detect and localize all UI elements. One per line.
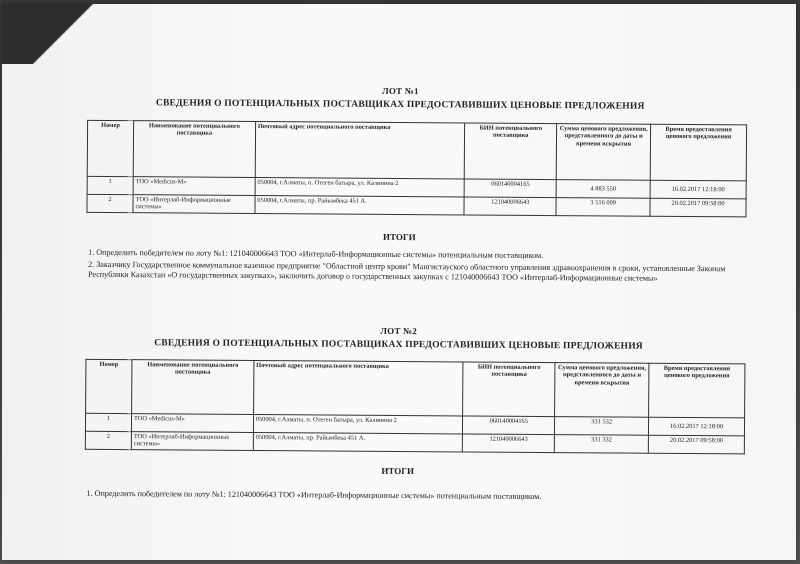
lot-2-subtitle: СВЕДЕНИЯ О ПОТЕНЦИАЛЬНЫХ ПОСТАВЩИКАХ ПРЕДОСТАВИВШИХ ЦЕНОВЫЕ ПРЕДЛОЖЕНИЯ	[154, 338, 643, 352]
header-time: Время предоставления ценового предложения	[650, 124, 746, 181]
lot-1-results-title: ИТОГИ	[382, 231, 416, 243]
cell-number: 1	[85, 413, 131, 431]
cell-name: ТОО «Medicus-M»	[131, 414, 253, 433]
cell-name: ТОО «Интерлаб-Информационные системы»	[133, 195, 255, 214]
cell-address: 050004, г.Алматы, пр. Райымбека 451 А.	[255, 195, 465, 214]
cell-number: 2	[87, 194, 133, 212]
lot-2-header-row	[86, 359, 745, 418]
cell-sum: 331 532	[555, 417, 649, 436]
cell-address: 050004, г.Алматы, п. Отеген батыра, ул. Калинина 2	[253, 414, 463, 433]
lot-1-result-1: 1. Определить победителем по лоту №1: 121040006643 ТОО «Интерлаб-Информационные системы» потенциальным поставщиком.	[88, 247, 544, 261]
cell-address: 050004, г.Алматы, пр. Райымбека 451 А.	[253, 432, 463, 451]
header-number: Номер	[86, 359, 132, 413]
cell-name: ТОО «Medicus-M»	[133, 177, 255, 196]
cell-time: 20.02.2017 09:58:00	[648, 435, 744, 454]
cell-number: 1	[87, 176, 133, 194]
document-content	[0, 1, 798, 563]
header-bin: БИН потенциального поставщика	[465, 123, 557, 180]
lot-1-title: ЛОТ №1	[381, 85, 419, 97]
lot-1-result-2: 2. Заказчику Государственное коммунальное казенное предприятие "Областной центр крови" Мангистауского областного управления здравоохранения в сроки, установленные Законом Республики Казахстан «О государственных закупках», заключить договор о государственных закупках с 121040006643 ТОО «Интерлаб-Информационные системы»	[88, 259, 726, 283]
paper-sheet	[2, 4, 796, 560]
cell-sum: 4 883 550	[556, 180, 650, 199]
cell-bin: 121040006643	[464, 197, 556, 216]
header-number: Номер	[87, 120, 133, 176]
header-address: Почтовый адрес потенциального поставщика	[255, 121, 465, 178]
header-address: Почтовый адрес потенциального поставщика	[253, 360, 463, 415]
cell-sum: 331 332	[555, 435, 649, 454]
cell-time: 16.02.2017 12:18:00	[650, 180, 746, 199]
lot-1-subtitle: СВЕДЕНИЯ О ПОТЕНЦИАЛЬНЫХ ПОСТАВЩИКАХ ПРЕДОСТАВИВШИХ ЦЕНОВЫЕ ПРЕДЛОЖЕНИЯ	[155, 98, 645, 112]
cell-name: ТОО «Интерлаб-Информационные системы»	[131, 432, 253, 451]
lot-1-table	[86, 120, 747, 218]
table-row	[85, 431, 744, 454]
header-sum: Сумма ценового предложения, представленного до даты и времени вскрытия	[556, 124, 650, 181]
lot-2-title: ЛОТ №2	[380, 325, 418, 337]
header-bin: БИН потенциального поставщика	[463, 362, 555, 417]
cell-number: 2	[85, 431, 131, 449]
lot-2-result-1: 1. Определить победителем по лоту №1: 121040006643 ТОО «Интерлаб-Информационные системы» потенциальным поставщиком.	[86, 488, 542, 501]
cell-bin: 121040006643	[463, 434, 555, 453]
table-row	[87, 194, 746, 217]
lot-2-results-title: ИТОГИ	[381, 465, 415, 477]
lot-1-header-row	[87, 120, 746, 181]
cell-bin: 060140004165	[463, 416, 555, 435]
cell-sum: 3 516 009	[556, 198, 650, 217]
header-name: Наименование потенциального поставщика	[132, 360, 254, 415]
header-time: Время предоставления ценового предложения	[649, 363, 745, 418]
cell-time: 20.02.2017 09:58:00	[650, 198, 746, 217]
header-name: Наименование потенциального поставщика	[133, 121, 255, 178]
cell-time: 16.02.2017 12:18:00	[649, 417, 745, 436]
lot-2-table	[85, 359, 746, 455]
cell-bin: 060140004165	[464, 179, 556, 198]
cell-address: 050004, г.Алматы, п. Отеген батыра, ул. Калинина 2	[255, 177, 465, 196]
header-sum: Сумма ценового предложения, представленного до даты и времени вскрытия	[555, 363, 649, 418]
